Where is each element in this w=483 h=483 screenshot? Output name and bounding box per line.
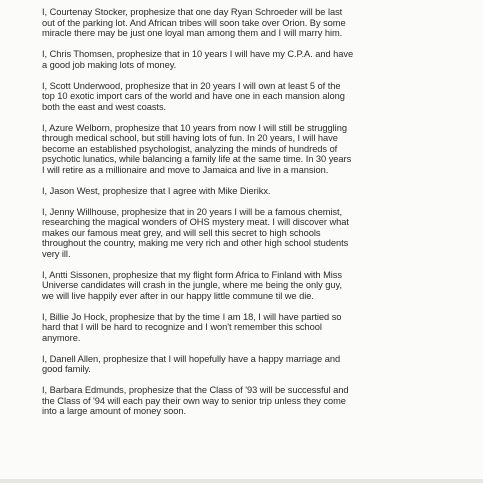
- prophecy-entry-underwood: I, Scott Underwood, prophesize that in 20 years I will own at least 5 of the top 10 exotic import cars of the world and have one in each mansion along both the east and west coasts.: [42, 80, 345, 112]
- prophecy-entry-willhouse: I, Jenny Willhouse, prophesize that in 20 years I will be a famous chemist, researching the magical wonders of OHS mystery meat. I will discover what makes our famous meat grey, and will sell this secret to high schools throughout the country, making me very rich and other high school students very ill.: [42, 206, 349, 259]
- prophecy-list: [42, 7, 474, 417]
- prophecy-entry-welborn: I, Azure Welborn, prophesize that 10 years from now I will still be struggling through medical school, but still having lots of fun. In 20 years, I will have become an established psychologist, analyzing the minds of hundreds of psychotic lunatics, while balancing a family life at the same time. In 30 years I will retire as a millionaire and move to Jamaica and live in a mansion.: [42, 122, 352, 175]
- prophecy-entry-west: I, Jason West, prophesize that I agree with Mike Dierikx.: [42, 185, 271, 196]
- scan-bottom-edge: [0, 479, 483, 483]
- prophecy-entry-sissonen: I, Antti Sissonen, prophesize that my flight form Africa to Finland with Miss Universe candidates will crash in the jungle, where me being the only guy, we will live happily ever after in our happy little commune til we die.: [42, 269, 342, 301]
- prophecy-entry-thomsen: I, Chris Thomsen, prophesize that in 10 years I will have my C.P.A. and have a good job making lots of money.: [42, 49, 354, 70]
- prophecy-entry-edmunds: I, Barbara Edmunds, prophesize that the Class of '93 will be successful and the Class of '94 will each pay their own way to senior trip unless they come into a large amount of money soon.: [42, 385, 349, 416]
- prophecy-entry-allen: I, Danell Allen, prophesize that I will hopefully have a happy marriage and good family.: [42, 353, 341, 374]
- prophecy-entry-hock: I, Billie Jo Hock, prophesize that by the time I am 18, I will have partied so hard that I will be hard to recognize and I won't remember this school anymore.: [42, 311, 342, 343]
- prophecy-entry-stocker: I, Courtenay Stocker, prophesize that one day Ryan Schroeder will be last out of the parking lot. And African tribes will soon take over Orion. By some miracle there may be just one loyal man among them and I will marry him.: [42, 7, 346, 38]
